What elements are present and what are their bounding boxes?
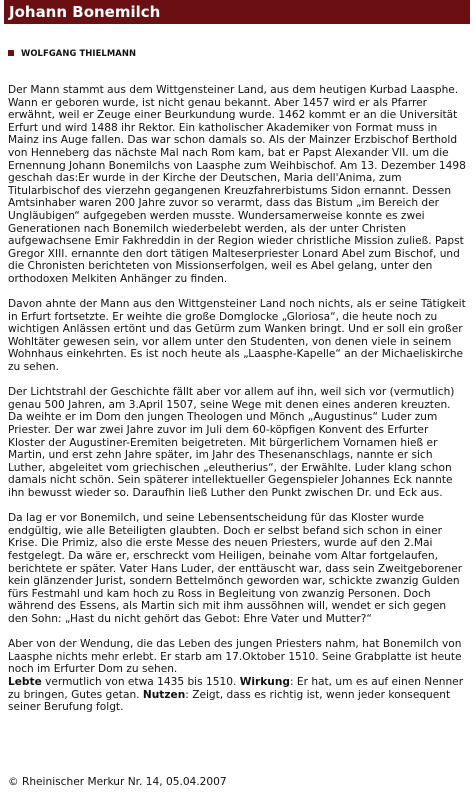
copyright-footer: © Rheinischer Merkur Nr. 14, 05.04.2007 <box>8 776 227 788</box>
summary-paragraph <box>8 676 468 714</box>
wirkung-text: : Er hat, um es auf einen Nenner zu bringen, Gutes getan. <box>8 675 464 701</box>
nutzen-text: : Zeigt, dass es richtig ist, wenn jeder konsequent seiner Berufung folgt. <box>8 688 451 714</box>
byline-square-icon <box>8 50 14 56</box>
wirkung-label: Wirkung <box>239 675 290 688</box>
paragraph-1: Der Mann stammt aus dem Wittgensteiner Land, aus dem heutigen Kurbad Laasphe. Wann er geboren wurde, ist nicht genau bekannt. Aber 1457 wird er als Pfarrer erwähnt, weil er Zeuge einer Beurkundung wurde. 1462 kommt er an die Universität Erfurt und wird 1488 ihr Rektor. Ein katholischer Akademiker von Format muss in Mainz ins Auge fallen. Das war schon damals so. Als der Mainzer Erzbischof Berthold von Henneberg das nächste Mal nach Rom kam, bat er Papst Alexander VII. um die Ernennung Johann Bonemilchs von Laasphe zum Weihbischof. Am 13. Dezember 1498 geschah das:Er wurde in der Kirche der Deutschen, Maria dell'Anima, zum Titularbischof des vierzehn gegangenen Kreuzfahrerbistums Sidon ernannt. Dessen Amtsinhaber waren 200 Jahre zuvor so verarmt, dass das Bistum „im Bereich der Ungläubigen“ aufgegeben werden musste. Wundersamerweise konnte es zwei Generationen nach Bonemilch wiederbelebt werden, als der unter Christen aufgewachsene Emir Fakhreddin in der Region wieder christliche Mission zuließ. Papst Gregor XIII. ernannte den dort tätigen Malteserpriester Lonard Abel zum Bischof, und die Chronisten berichteten von Missionserfolgen, weil es Abel gelang, unter den orthodoxen Melkiten Anhänger zu finden. <box>8 84 466 285</box>
lebte-text: vermutlich von etwa 1435 bis 1510. <box>41 675 240 688</box>
paragraph-5: Aber von der Wendung, die das Leben des jungen Priesters nahm, hat Bonemilch von Laasphe nichts mehr erlebt. Er starb am 17.Oktober 1510. Seine Grabplatte ist heute noch im Erfurter Dom zu sehen. <box>8 638 462 676</box>
article-body <box>8 84 468 726</box>
paragraph-2: Davon ahnte der Mann aus den Wittgensteiner Land noch nichts, als er seine Tätigkeit in Erfurt fortsetzte. Er weihte die große Domglocke „Gloriosa“, die heute noch zu wichtigen Anlässen ertönt und das Getürm zum Wanken bringt. Und er soll ein großer Wohltäter gewesen sein, vor allem unter den Studenten, von denen viele in seinem Wohnhaus einkehrten. Es ist noch heute als „Laasphe-Kapelle“ an der Michaeliskirche zu sehen. <box>8 298 466 374</box>
byline <box>8 48 136 58</box>
paragraph-4: Da lag er vor Bonemilch, und seine Lebensentscheidung für das Kloster wurde endgültig, wie alle Beteiligten glaubten. Doch er selbst befand sich schon in einer Krise. Die Primiz, also die erste Messe des neuen Priesters, wurde auf den 2.Mai festgelegt. Da wäre er, erschreckt vom Heiligen, beinahe vom Altar fortgelaufen, berichtete er später. Vater Hans Luder, der enttäuscht war, dass sein Zweitgeborener kein glänzender Jurist, sondern Bettelmönch geworden war, schickte zwanzig Gulden fürs Festmahl und kam hoch zu Ross in Begleitung von zwanzig Personen. Doch während des Essens, als Martin sich mit ihm aussöhnen will, wendet er sich gegen den Sohn: „Hast du nicht gehört das Gebot: Ehre Vater und Mutter?“ <box>8 512 463 625</box>
lebte-label: Lebte <box>8 675 42 688</box>
paragraph-3: Der Lichtstrahl der Geschichte fällt aber vor allem auf ihn, weil sich vor (vermutlich) genau 500 Jahren, am 3.April 1507, seine Wege mit denen eines anderen kreuzten. Da weihte er im Dom den jungen Theologen und Mönch „Augustinus“ Luder zum Priester. Der war zwei Jahre zuvor im Juli dem 60-köpfigen Konvent des Erfurter Kloster der Augustiner-Eremiten beigetreten. Mit bürgerlichem Vornamen hieß er Martin, und erst zehn Jahre später, im Jahr des Thesenanschlags, nannte er sich Luther, abgeleitet vom griechischen „eleutherius“, der Erwählte. Luder klang schon damals nicht schön. Sein späterer intellektueller Gegenspieler Johannes Eck nannte ihn bewusst wieder so. Daraufhin ließ Luther den Punkt zwischen Dr. und Eck aus. <box>8 386 455 499</box>
author-name: WOLFGANG THIELMANN <box>21 48 137 58</box>
article-title: Johann Bonemilch <box>4 0 470 24</box>
nutzen-label: Nutzen <box>142 688 186 701</box>
